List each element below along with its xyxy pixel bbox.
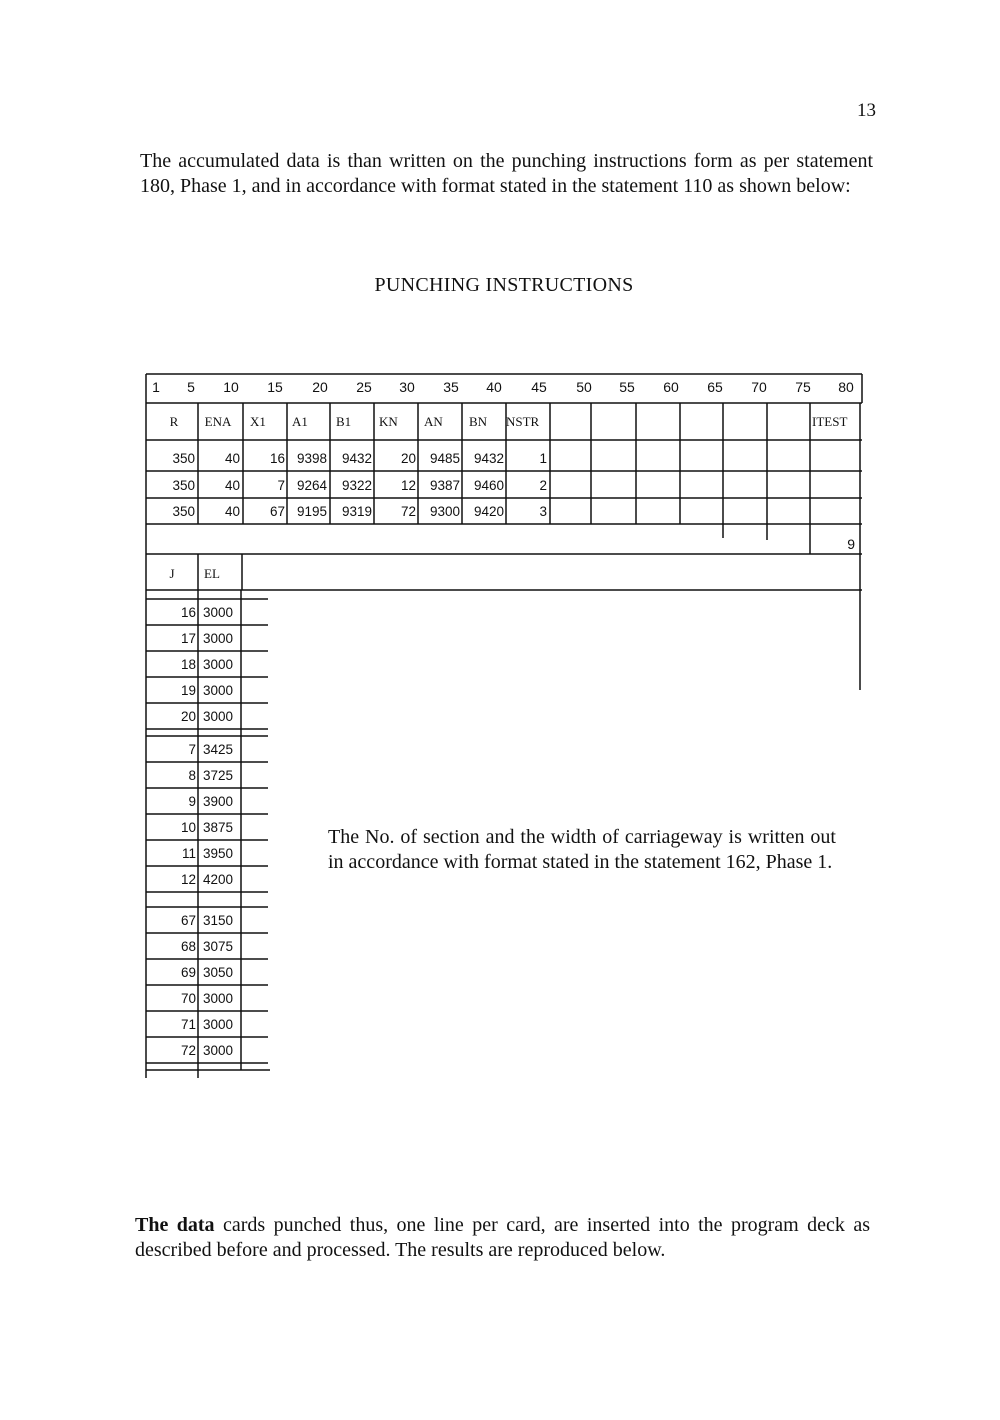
cell-kn: 20 <box>400 451 416 466</box>
closing-paragraph <box>135 1213 870 1262</box>
intro-paragraph: The accumulated data is than written on the punching instructions form as per statement 180, Phase 1, and in accordance with format stated in the statement 110 as shown below: <box>140 150 873 197</box>
ruler-mark: 65 <box>707 379 723 395</box>
ruler-mark: 1 <box>152 379 160 395</box>
cell-nstr: 1 <box>539 451 547 466</box>
section-j: 72 <box>180 1043 196 1058</box>
section-el: 3075 <box>203 939 234 954</box>
closing-bold-lead: The data <box>135 1214 215 1236</box>
cell-ena: 40 <box>224 504 240 519</box>
section-el: 3875 <box>203 820 234 835</box>
section-el: 4200 <box>203 872 234 887</box>
ruler-mark: 75 <box>795 379 811 395</box>
section-j: 11 <box>181 846 196 861</box>
cell-r: 350 <box>172 478 195 493</box>
ruler-mark: 20 <box>312 379 328 395</box>
ruler-mark: 25 <box>356 379 372 395</box>
ruler-mark: 45 <box>531 379 547 395</box>
ruler-mark: 50 <box>576 379 592 395</box>
section-el: 3950 <box>203 846 234 861</box>
cell-bn: 9460 <box>473 478 504 493</box>
cell-an: 9387 <box>429 478 460 493</box>
ruler-mark: 35 <box>443 379 459 395</box>
section-el: 3000 <box>203 605 234 620</box>
section-j: 12 <box>180 872 196 887</box>
ruler-mark: 60 <box>663 379 679 395</box>
section-el: 3000 <box>203 1017 234 1032</box>
ruler-mark: 15 <box>267 379 283 395</box>
cell-an: 9300 <box>429 504 460 519</box>
section-note: The No. of section and the width of carriageway is written out in accordance with format stated in the statement 162, Phase 1. <box>328 826 836 873</box>
section-j: 20 <box>180 709 196 724</box>
section-el: 3425 <box>203 742 234 757</box>
section-el: 3000 <box>203 657 234 672</box>
section-el: 3000 <box>203 683 234 698</box>
field-header: BN <box>469 414 488 429</box>
cell-x1: 7 <box>277 478 285 493</box>
field-headers <box>170 414 848 429</box>
closing-text: cards punched thus, one line per card, are inserted into the program deck as described before and processed. The results are reproduced below. <box>135 1214 870 1261</box>
section-el: 3900 <box>203 794 234 809</box>
column-ruler <box>152 379 854 395</box>
cell-r: 350 <box>172 451 195 466</box>
cell-kn: 12 <box>400 478 416 493</box>
ruler-mark: 55 <box>619 379 635 395</box>
punching-instructions-heading: PUNCHING INSTRUCTIONS <box>374 274 634 296</box>
cell-nstr: 2 <box>539 478 547 493</box>
cell-x1: 67 <box>269 504 285 519</box>
cell-b1: 9319 <box>341 504 372 519</box>
section-el: 3725 <box>203 768 234 783</box>
section-rows <box>146 566 268 1063</box>
cell-nstr: 3 <box>539 504 547 519</box>
section-j: 68 <box>180 939 196 954</box>
section-j: 71 <box>180 1017 196 1032</box>
section-el: 3000 <box>203 991 234 1006</box>
header-j: J <box>169 566 175 581</box>
cell-b1: 9432 <box>341 451 372 466</box>
ruler-mark: 5 <box>187 379 195 395</box>
ruler-mark: 30 <box>399 379 415 395</box>
data-rows <box>172 451 855 552</box>
ruler-mark: 70 <box>751 379 767 395</box>
itest-value: 9 <box>847 536 855 552</box>
field-header: KN <box>379 414 398 429</box>
section-j: 8 <box>188 768 196 783</box>
field-header: NSTR <box>506 414 540 429</box>
cell-b1: 9322 <box>341 478 372 493</box>
field-header: ENA <box>204 414 232 429</box>
section-j: 69 <box>180 965 196 980</box>
cell-a1: 9195 <box>296 504 327 519</box>
section-j: 70 <box>180 991 196 1006</box>
header-el: EL <box>204 566 220 581</box>
cell-an: 9485 <box>429 451 460 466</box>
section-j: 9 <box>188 794 196 809</box>
field-header: R <box>169 414 179 429</box>
field-header: X1 <box>250 414 266 429</box>
cell-r: 350 <box>172 504 195 519</box>
section-j: 7 <box>188 742 196 757</box>
section-el: 3150 <box>203 913 234 928</box>
section-el: 3000 <box>203 1043 234 1058</box>
cell-a1: 9398 <box>296 451 327 466</box>
form-grid-lines <box>146 374 862 1078</box>
section-j: 18 <box>180 657 196 672</box>
cell-kn: 72 <box>400 504 416 519</box>
ruler-mark: 10 <box>223 379 239 395</box>
section-el: 3050 <box>203 965 234 980</box>
field-header: B1 <box>336 414 352 429</box>
section-j: 19 <box>180 683 196 698</box>
ruler-mark: 80 <box>838 379 854 395</box>
section-el: 3000 <box>203 631 234 646</box>
ruler-mark: 40 <box>486 379 502 395</box>
section-j: 17 <box>180 631 196 646</box>
section-j: 10 <box>180 820 196 835</box>
section-el: 3000 <box>203 709 234 724</box>
field-header: AN <box>424 414 443 429</box>
cell-bn: 9420 <box>473 504 504 519</box>
page-number: 13 <box>857 100 876 121</box>
cell-ena: 40 <box>224 478 240 493</box>
cell-bn: 9432 <box>473 451 504 466</box>
cell-x1: 16 <box>269 451 285 466</box>
cell-ena: 40 <box>224 451 240 466</box>
cell-a1: 9264 <box>296 478 327 493</box>
field-header: ITEST <box>812 414 848 429</box>
field-header: A1 <box>292 414 308 429</box>
section-j: 67 <box>180 913 196 928</box>
section-j: 16 <box>180 605 196 620</box>
